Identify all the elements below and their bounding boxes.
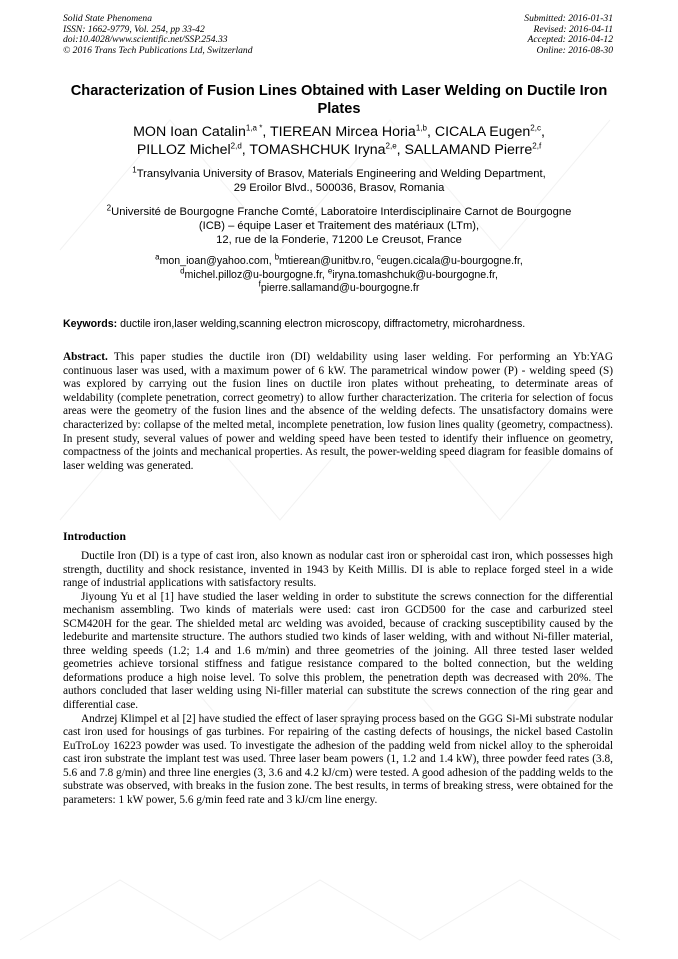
date-revised: Revised: 2016-04-11 [533, 23, 613, 35]
author-affiliation-mark: 2,e [385, 140, 397, 150]
author-affiliation-mark: 2,d [230, 140, 242, 150]
email-link[interactable]: pierre.sallamand@u-bourgogne.fr [260, 282, 420, 294]
keywords-label: Keywords: [63, 318, 118, 330]
abstract [63, 351, 613, 473]
journal-doi[interactable]: doi:10.4028/www.scientific.net/SSP.254.33 [63, 34, 228, 46]
author-name: TOMASHCHUK Iryna [249, 141, 386, 158]
email-link[interactable]: mon_ioan@yahoo.com [159, 255, 269, 267]
journal-copyright: © 2016 Trans Tech Publications Ltd, Switzerland [63, 44, 253, 56]
date-online: Online: 2016-08-30 [536, 44, 613, 56]
author-name: PILLOZ Michel [136, 141, 231, 158]
author-affiliation-mark: 2,c [530, 123, 541, 133]
keywords [63, 318, 623, 331]
paragraph: Andrzej Klimpel et al [2] have studied the effect of laser spraying process based on the GGG Si-Mi substrate nodular cast iron used for housings of gas turbines. For repairing of the casting defects of housings, the nickel based Castolin EuTroLoy 16223 powder was used. To investigate the adhesion of the padding weld from nickel alloy to the spheroidal cast iron substrate the implant test was used. Three laser beam powers (1, 1.2 and 1.4 kW), three powder feed rates (3.8, 5.6 and 7.8 g/min) and three line energies (3, 3.6 and 4.2 kJ/cm) were tested. A good adhesion of the padding welds to the substrate was observed, with breaks in the fusion zone. The best results, in terms of breaking stress, were obtained for the parameters: 1 kW power, 5.6 g/min feed rate and 3 kJ/cm line energy. [63, 712, 613, 806]
email-link[interactable]: eugen.cicala@u-bourgogne.fr [380, 255, 520, 267]
affiliation-1: $^1$Transylvania University of Brasov, Materials Engineering and Welding Department, 29 Eroilor Blvd., 500036, Brasov, Romania [132, 165, 546, 194]
paper-title: Characterization of Fusion Lines Obtained with Laser Welding on Ductile Iron Plates [70, 83, 608, 117]
publication-dates [393, 14, 613, 56]
date-accepted: Accepted: 2016-04-12 [527, 34, 613, 46]
author-line-2: PILLOZ Michel$^{2,d}$, TOMASHCHUK Iryna$^{2,e}$, SALLAMAND Pierre$^{2,f}$ [136, 140, 542, 158]
introduction-body [63, 550, 613, 807]
section-heading-introduction: Introduction [63, 530, 126, 543]
journal-issn: ISSN: 1662-9779, Vol. 254, pp 33-42 [63, 23, 205, 35]
author-affiliation-mark: 1,a * [245, 123, 263, 133]
paragraph: Ductile Iron (DI) is a type of cast iron, also known as nodular cast iron or spheroidal cast iron, which possesses high strength, ductility and shock resistance, invented in 1943 by Keith Millis. DI is able to replace forged steel in a wide range of industrial applications with satisfactory results. [63, 550, 613, 590]
author-affiliation-mark: 2,f [532, 140, 542, 150]
author-emails: $^a$mon_ioan@yahoo.com, $^b$mtierean@unitbv.ro, $^c$eugen.cicala@u-bourgogne.fr, $^d$michel.pilloz@u-bourgogne.fr, $^e$iryna.tomashchuk@u-bourgogne.fr, $^f$pierre.sallamand@u-bourgogne.fr [155, 252, 523, 294]
keywords-text: ductile iron,laser welding,scanning electron microscopy, diffractometry, microhardness. [117, 318, 526, 330]
author-affiliation-mark: 1,b [415, 123, 427, 133]
author-list [60, 124, 618, 159]
date-submitted: Submitted: 2016-01-31 [524, 13, 613, 24]
author-name: MON Ioan Catalin [133, 124, 246, 140]
author-line-1: MON Ioan Catalin$^{1,a *}$, TIEREAN Mircea Horia$^{1,b}$, CICALA Eugen$^{2,c}$, [133, 123, 545, 140]
paragraph: Jiyoung Yu et al [1] have studied the laser welding in order to substitute the screws connection for the differential mechanism assembling. Two kinds of materials were used: cast iron GCD500 for the case and carburized steel SCM420H for the gear. The shielded metal arc welding was avoided, because of cracking susceptibility caused by the ledeburite and martensite structure. The authors studied two kinds of laser welding, with and without Ni-filler material, three welding speeds (1.2; 1.4 and 1.6 m/min) and three geometries of the joining. All three tested laser welded geometries achieve torsional stiffness and fatigue resistance compared to the bolted connection, but the welding deformations produce a high noise level. To solve this problem, the penetration depth was decreased with 20%. The authors concluded that laser welding using Ni-filler material can substitute the screws connection of the ring gear and differential case. [63, 590, 613, 712]
journal-name: Solid State Phenomena [63, 13, 152, 24]
author-name: SALLAMAND Pierre [404, 141, 533, 158]
author-name: CICALA Eugen [434, 124, 531, 140]
journal-info [63, 14, 363, 56]
email-link[interactable]: michel.pilloz@u-bourgogne.fr [184, 268, 322, 281]
email-link[interactable]: mtierean@unitbv.ro [279, 255, 371, 267]
author-name: TIEREAN Mircea Horia [269, 124, 416, 140]
abstract-label: Abstract. [63, 351, 108, 363]
abstract-text: This paper studies the ductile iron (DI) weldability using laser welding. For performing an Yb:YAG continuous laser was used, with a maximum power of 6 kW. The parametrical window power (P) - welding speed (S) was explored by carrying out the fusion lines on ductile iron plates without preheating, to determinate areas of weldability (complete penetration, correct geometry) to allow further characterization. The criteria for selection of focus areas were the geometry of the fusion lines and the absence of the welding defects. The unsatisfactory domains were characterized by: collapse of the melted metal, incomplete penetration, low fusion lines quality (geometry, compactness). In present study, several values of power and welding speed have been tested to identify their influence on geometry, compactness of the joints and mechanical properties. As result, the power-welding speed diagram for feasible domains of laser welding was generated. [63, 351, 613, 472]
email-link[interactable]: iryna.tomashchuk@u-bourgogne.fr [332, 268, 495, 281]
affiliation-2: $^2$Université de Bourgogne Franche Comté, Laboratoire Interdisciplinaire Carnot de Bourgogne (ICB) – équipe Laser et Traitement des matériaux (LTm), 12, rue de la Fonderie, 71200 Le Creusot, France [106, 203, 572, 246]
